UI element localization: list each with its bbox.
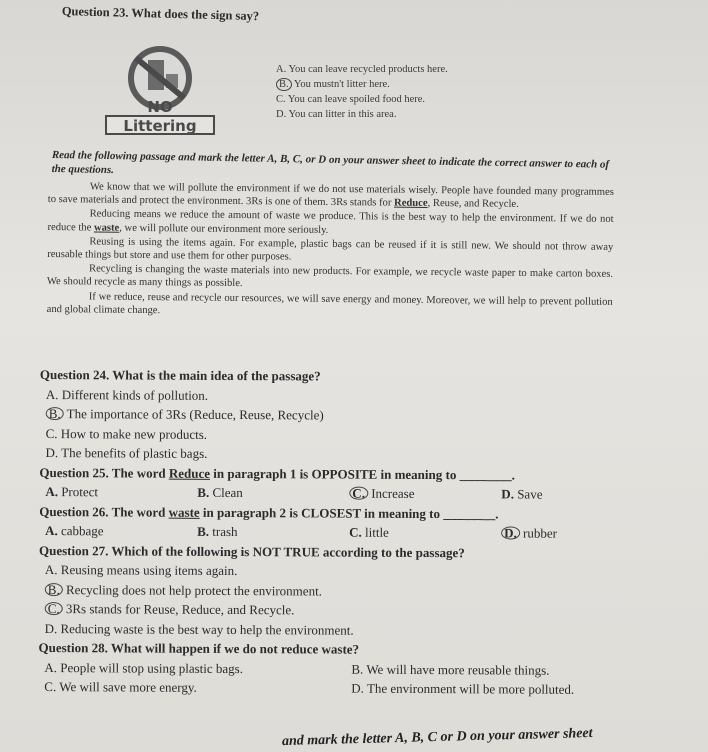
q25-option-d[interactable]: D. Save [501, 486, 543, 502]
q26-option-c[interactable]: C. little [349, 524, 389, 540]
question-23-options [276, 62, 448, 122]
q28-option-b[interactable]: B. We will have more reusable things. [351, 661, 550, 678]
paragraph-1: We know that we will pollute the environment if we do not use materials wisely. People have founded many programmes to save materials and protect the environment. 3Rs is one of them. 3Rs stands for Reduce, Reuse, and Recycle. [47, 181, 614, 211]
q26-underlined-word: waste [168, 504, 200, 520]
reading-passage [47, 180, 614, 323]
q23-option-d[interactable]: D. You can litter in this area. [276, 109, 397, 120]
sign-text-littering: Littering [123, 117, 197, 135]
no-littering-sign [104, 46, 216, 136]
q23-option-c[interactable]: C. You can leave spoiled food here. [276, 94, 426, 105]
q27-option-a[interactable]: A. Reusing means using items again. [44, 562, 238, 579]
paragraph-2: Reducing means we reduce the amount of waste we produce. This is the best way to help the environment. If we do not reduce the waste, we will pollute our environment more seriously. [47, 208, 614, 236]
question-24-title: Question 24. What is the main idea of the passage? [39, 366, 321, 384]
question-26-title: Question 26. The word waste in paragraph 2 is CLOSEST in meaning to ________. [39, 503, 499, 521]
q27-option-b[interactable]: B. Recycling does not help protect the environment. [45, 580, 659, 603]
q26-options [45, 521, 659, 544]
reading-instructions: Read the following passage and mark the letter A, B, C, or D on your answer sheet to indicate the correct answer to each of the questions. [51, 148, 610, 177]
underlined-word-reduce: Reduce [394, 197, 428, 210]
q28-option-a[interactable]: A. People will stop using plastic bags. [44, 659, 244, 676]
sign-text-no: NO [147, 98, 173, 116]
question-23-title: Question 23. What does the sign say? [61, 4, 260, 24]
question-25-title: Question 25. The word Reduce in paragraph 1 is OPPOSITE in meaning to ________. [39, 464, 515, 482]
q23-option-a[interactable]: A. You can leave recycled products here. [276, 64, 448, 75]
q25-option-a[interactable]: A. Protect [45, 484, 99, 500]
q26-option-b[interactable]: B. trash [197, 523, 238, 540]
q26-option-a[interactable]: A. cabbage [45, 523, 104, 539]
q24-option-c[interactable]: C. How to make new products. [45, 425, 208, 442]
questions-block [38, 365, 660, 700]
q28-option-c[interactable]: C. We will save more energy. [44, 679, 197, 695]
q24-option-d[interactable]: D. The benefits of plastic bags. [45, 445, 208, 461]
paragraph-4: Recycling is changing the waste materials into new products. For example, we recycle waste paper to make carton boxes. We should recycle as many things as possible. [46, 263, 614, 290]
q28-options-row-2 [44, 677, 658, 700]
q23-option-b[interactable]: B. You mustn't litter here. [276, 77, 448, 92]
q27-option-d[interactable]: D. Reducing waste is the best way to help the environment. [44, 620, 354, 638]
footer-instruction: and mark the letter A, B, C or D on your answer sheet [281, 725, 593, 750]
q25-option-c[interactable]: C. Increase [349, 484, 501, 504]
q27-option-c[interactable]: C. 3Rs stands for Reuse, Reduce, and Recycle. [45, 599, 659, 622]
question-27-title: Question 27. Which of the following is NOT TRUE according to the passage? [38, 542, 465, 560]
q26-option-d[interactable]: D. rubber [501, 523, 653, 543]
underlined-word-waste: waste [93, 222, 120, 234]
q24-option-b[interactable]: B. The importance of 3Rs (Reduce, Reuse, Recycle) [46, 404, 660, 427]
paragraph-3: Reusing is using the items again. For example, plastic bags can be reused if it is still new. We should not throw away reusable things but store and use them for other purposes. [47, 236, 614, 263]
q28-option-d[interactable]: D. The environment will be more polluted. [351, 680, 575, 697]
q24-option-a[interactable]: A. Different kinds of pollution. [45, 386, 209, 403]
q25-underlined-word: Reduce [168, 465, 211, 481]
paragraph-5: If we reduce, reuse and recycle our resources, we will save energy and money. Moreover, we will help to prevent pollution and global climate change. [46, 291, 613, 317]
q25-option-b[interactable]: B. Clean [197, 484, 243, 501]
question-28-title: Question 28. What will happen if we do not reduce waste? [38, 639, 360, 657]
q25-options [45, 482, 659, 505]
